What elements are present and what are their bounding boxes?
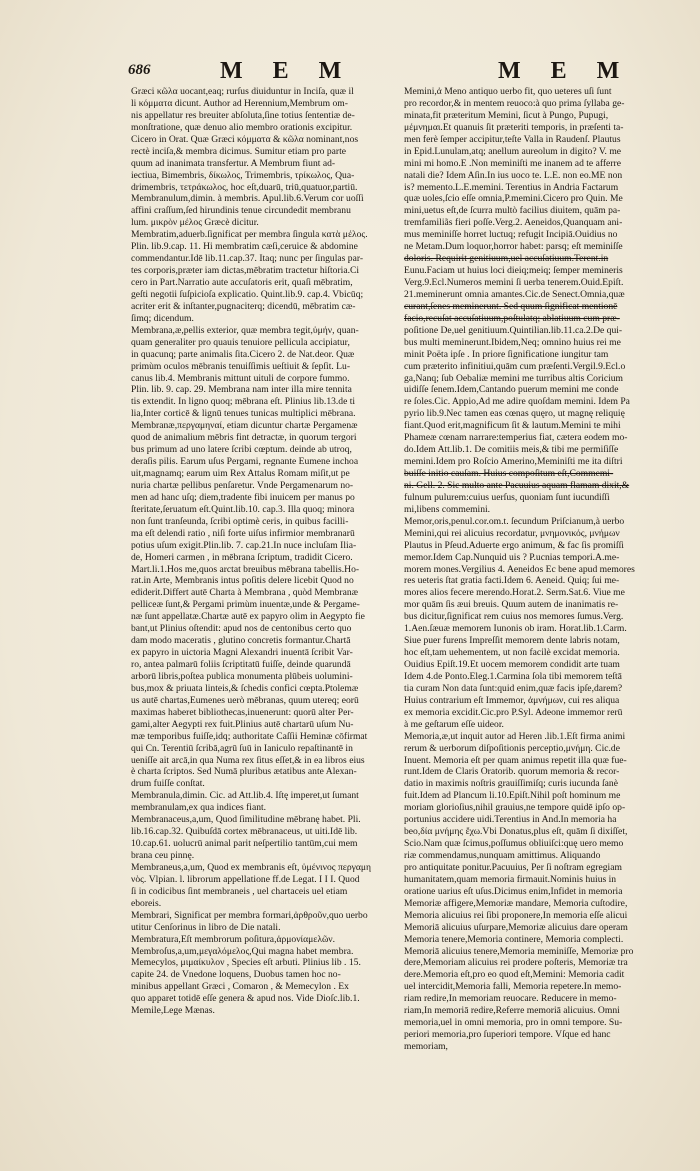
- text-line: re ſoles.Cic. Appio,Ad me adire quoſdam memini. Idem Pa: [404, 396, 630, 408]
- text-line: ni. Gell. 2. Sic multo ante Pacuuius aquam flamam dixit,&: [404, 479, 630, 491]
- text-line: riam redire,In memoriam reuocare. Reducere in memo-: [404, 993, 617, 1005]
- text-line: Memoriā alicuius uſurpare,Memoriæ alicuius dare operam: [404, 921, 628, 933]
- text-line: portunius accidere uidi.Terentius in And.In memoria ha: [404, 814, 617, 826]
- text-line: rectè inciſa,& membra dicimus. Sumitur etiam pro parte: [131, 145, 346, 157]
- text-line: Mart.li.1.Hos me,quos arctat breuibus mēbrana tabellis.Ho-: [131, 563, 360, 575]
- text-line: Ouidius Epiſt.19.Et uocem memorem condidit arte tuam: [404, 659, 620, 670]
- text-line: nuria chartæ pellibus penſaretur. Vnde Pergamenarum no-: [131, 479, 354, 491]
- text-line: riam,In memoriā redire,Referre memoriā alicuius. Omni: [404, 1005, 620, 1017]
- text-line: ſimq; dicendum.: [131, 312, 194, 324]
- text-line: gami,alter Aegypti rex fuit.Plinius autē chartarū uſum Nu-: [131, 718, 354, 730]
- text-line: Phameæ cœnam narrare:temperius fiat, cætera eodem mo-: [404, 432, 628, 444]
- text-line: monſtratione, quæ denuo alio membro orationis excipitur.: [131, 121, 353, 133]
- text-line: brana ceu pinnę.: [131, 850, 195, 861]
- text-line: res ueteris ſtat gratia facti.Idem 6. Aeneid. Quiq; ſui me-: [404, 575, 620, 587]
- text-line: memoriam,: [404, 1041, 448, 1052]
- text-line: runt.Idem de Claris Oratorib. quorum memoria & recor-: [404, 766, 620, 778]
- text-line: mi,libens commemini.: [404, 503, 491, 515]
- text-line: mæ temporibus fuiſſe,idq; authoritate Caſſii Heminæ cōfirmat: [131, 730, 368, 742]
- text-line: Membraneus,a,um, Quod ex membranis eſt, ὑμένινος περγαμη: [131, 861, 372, 873]
- text-line: memini.Idem pro Roſcio Amerino,Meminiſti me ita diſtri: [404, 456, 623, 468]
- text-line: νὸς. Vlpian. l. librorum appellatione ff.de Legat. I I I. Quod: [131, 873, 360, 885]
- text-line: ga,Nanq; ſub Oebaliæ memini me turribus altis Coricium: [404, 372, 624, 384]
- text-line: Memor,oris,penul.cor.om.t. ſecundum Priſcianum,à uerbo: [404, 515, 625, 527]
- text-line: poſitione De,uel genitiuum.Quintilian.lib.11.ca.2.De qui-: [404, 324, 623, 336]
- text-line: dere.Memoria eſt,pro eo quod eſt,Memini: Memoria cadit: [404, 969, 625, 981]
- text-line: ſi in codicibus ſint membraneis , uel chartaceis uel etiam: [131, 885, 348, 897]
- text-line: minit Poëta ipſe . In priore ſignificatione iungitur tam: [404, 348, 609, 360]
- text-line: bus primum ad uno latere ſcribi cœptum. deinde ab utroq,: [131, 444, 352, 456]
- text-line: Græci κῶλα uocant,eaq; rurſus diuiduntur in Inciſa, quæ il: [131, 86, 354, 97]
- text-line: rat.in Arte, Membranis intus poſitis delere licebit Quod no: [131, 575, 354, 587]
- text-line: Membratura,Eſt membrorum poſitura,ἁρμονίαμελῶν.: [131, 933, 336, 945]
- text-line: tes corporis,præter iam dictas,mēbratim tractetur hiſtoria.Ci: [131, 265, 360, 277]
- text-line: facio,recuſat accuſatiuum,poſtulatq; ablatiuum cum præ-: [404, 312, 620, 324]
- text-line: tis extendit. In ligno quoq; mēbrana eſt. Plinius lib.13.de ti: [131, 396, 356, 408]
- text-line: fiant.Quod erit,magnificum ſit & lautum.Memini te mihi: [404, 420, 621, 432]
- text-line: in Epid.Lunulam,atq; anellum aureolum in digito? V. me: [404, 145, 622, 157]
- text-line: Membrari, Significat per membra formari,ἀρθροῦν,quo uerbo: [131, 909, 368, 921]
- text-line: potius uſum exigit.Plin.lib. 7. cap.21.In nuce incluſam Ilia-: [131, 539, 357, 551]
- text-line: quum ad inanimata transfertur. A Membrum fiunt ad-: [131, 157, 336, 169]
- text-line: 1.Aen.ſæuæ memorem Iunonis ob iram. Horat.lib.1.Carm.: [404, 623, 627, 635]
- text-line: mus meminiſſe horret luctuq; refugit Incipiā.Ouidius no: [404, 229, 618, 241]
- text-line: riæ commendamus,nunquam amittimus. Aliquando: [404, 850, 601, 861]
- text-line: membranulam,ex qua indices fiant.: [131, 802, 267, 814]
- page-header: [128, 58, 688, 84]
- text-line: quo apparet totidē eſſe genera & apud nos. Vide Dioſc.lib.1.: [131, 993, 360, 1005]
- text-line: humanitatem,quam memoria firmauit.Nominis huius in: [404, 873, 617, 885]
- text-line: uit,magnamq; earum uim Rex Attalus Romam miſit,ut pe: [131, 468, 350, 479]
- text-line: Memoria,æ,ut inquit autor ad Heren .lib.1.Eſt firma animi: [404, 730, 626, 742]
- text-line: cum præterito infinitiui,quām cum præſenti.Vergil.9.Ecl.o: [404, 360, 626, 372]
- text-line: deraſis pilis. Earum uſus Pergami, regnante Eumene inchoa: [131, 456, 359, 468]
- text-line: Siue puer furens Impreſſit memorem dente labris notam,: [404, 635, 620, 647]
- text-line: Memile,Lege Mænas.: [131, 1005, 215, 1017]
- text-line: Scio.Nam quæ ſcimus,poſſumus obliuiſci:quę uero memo: [404, 838, 624, 850]
- text-line: minata,fit præteritum Memini, ſicut à Pungo, Pupugi,: [404, 109, 609, 121]
- text-line: uidiſſe ſenem.Idem,Cantando puerum memini me conde: [404, 384, 619, 396]
- text-line: à me geſtarum eſſe uideor.: [404, 718, 504, 730]
- text-line: drum fuiſſe conſtat.: [131, 778, 205, 790]
- text-line: memoria,uel in omni memoria, pro in omni tempore. Su-: [404, 1017, 623, 1029]
- text-line: pro antiquitate ponitur.Pacuuius, Per ſi noſtram egregiam: [404, 861, 622, 873]
- text-line: cero in Part.Narratio aute accuſatoris erit, quaſi mēbratim,: [131, 277, 353, 288]
- text-line: quam generaliter pro quauis tenuiore pellicula accipiatur,: [131, 336, 350, 348]
- text-line: affini craſſum,ſed hirundinis tenue circundedit membranu: [131, 205, 351, 217]
- text-line: Memoriā alicuius tenere,Memoria meminiſſe, Memoriæ pro: [404, 945, 634, 957]
- text-line: maximas haberet bibliothecas,inuenerunt: quorū alter Per-: [131, 706, 354, 718]
- text-line: quæ uoles,ſcio eſſe omnia,P.memini.Cicero pro Quin. Me: [404, 193, 623, 205]
- text-line: fuit.Idem ad Plancum li.10.Epiſt.Nihil poſt hominum me: [404, 790, 621, 802]
- text-line: quod de animalium mēbris fint detractæ, in quorum tergori: [131, 432, 357, 444]
- text-line: ediderit.Differt autē Charta à Membrana , quòd Membranæ: [131, 587, 359, 599]
- text-line: Memoria tenere,Memoria continere, Memoria complecti.: [404, 933, 624, 945]
- text-line: mor quām ſis æui breuis. Quum autem de inanimatis re-: [404, 599, 619, 611]
- text-line: næ ſunt appellatæ.Chartæ autē ex papyro olim in Aegypto fie: [131, 611, 365, 623]
- text-line: primùm oculos mēbranis tenuiſſimis ueſtiuit & ſepſit. Lu-: [131, 360, 351, 372]
- text-line: drimembris, τετράκωλος, hoc eſt,duarū, triū,quatuor,partiū.: [131, 181, 358, 193]
- running-head-left: M E M: [220, 58, 354, 84]
- text-line: commendantur.Idē lib.11.cap.37. Itaq; nunc per ſingulas par-: [131, 253, 364, 265]
- text-line: pyrio lib.9.Nec tamen eas cœnas quęro, ut magnę reliquię: [404, 408, 625, 420]
- text-line: eboreis.: [131, 897, 162, 909]
- text-line: ne Metam.Dum loquor,horror habet: parsq; eſt meminiſſe: [404, 241, 623, 253]
- text-line: curant,ſenes meminerunt. Sed quum ſignificat mentionē: [404, 300, 618, 312]
- text-line: periori memoria,pro ſuperiori tempore. Vſque ed hanc: [404, 1029, 611, 1041]
- text-line: us autē chartas,Eumenes uerò mēbranas, quum utereq; eorū: [131, 694, 359, 706]
- text-line: mores alios fecere merendo.Horat.2. Serm.Sat.6. Viue me: [404, 587, 625, 599]
- text-line: bant,ut Plinius oſtendit: apud nos de centonibus certo quo: [131, 623, 352, 635]
- text-line: Huius contrarium eſt Immemor, ἀμνήμων, cui res aliqua: [404, 694, 620, 706]
- text-line: canus lib.4. Membranis mittunt uituli de corpore fummo.: [131, 372, 350, 384]
- text-line: Cicero in Orat. Quæ Græci κόμματα & κῶλα nominant,nos: [131, 133, 359, 145]
- left-text-column: [131, 86, 403, 1017]
- text-line: do.Idem Att.lib.1. De comitiis meis,& tibi me permiſiſſe: [404, 444, 619, 456]
- text-line: 10.cap.61. uolucrū animal parit neſpertilio tantūm,cui mem: [131, 838, 358, 850]
- text-line: morem mones.Vergilius 4. Aeneidos Ec bene apud memores: [404, 563, 635, 575]
- text-line: tia curam Non data ſunt:quid enim,quæ facis ipſe,darem?: [404, 682, 623, 694]
- text-line: capite 24. de Vnedone loquens, Duobus tamen hoc no-: [131, 969, 341, 981]
- text-line: ro, antea palmarū foliis ſcriptitatū fuiſſe, deinde quarundā: [131, 659, 351, 670]
- text-line: iectiua, Bimembris, δίκωλος, Trimembris, τρίκωλος, Qua-: [131, 169, 355, 181]
- text-line: in quacunq; parte animalis ſita.Cicero 2. de Nat.deor. Quæ: [131, 348, 355, 360]
- text-line: datio in maximis noſtris grauiſſimiſq; curis iucunda ſanè: [404, 778, 618, 790]
- text-line: uel intercidit,Memoria falli, Memoria repetere.In memo-: [404, 981, 622, 993]
- text-line: bus dicitur,ſignificat rem cuius nos memores ſumus.Verg.: [404, 611, 624, 623]
- text-line: Plin. lib.9.cap. 11. Hi membratim cæſi,ceruice & abdomine: [131, 241, 358, 253]
- text-line: Memini,qui rei alicuius recordatur, μνημονικός, μνήμων: [404, 527, 620, 539]
- text-line: dere,Memoriam alicuius rei prodere poſteris, Memoriæ tra: [404, 957, 628, 969]
- text-line: arborū libris,poſtea publica monumenta plūbeis uolumini-: [131, 670, 353, 682]
- text-line: Membrana,æ,pellis exterior, quæ membra tegit,ὑμήν, quan-: [131, 324, 359, 336]
- text-line: rerum & uerborum diſpoſitionis perceptio,μνήμη. Cic.de: [404, 742, 620, 754]
- text-line: lum. μικρὸν μέλος Græcè dicitur.: [131, 217, 259, 229]
- text-line: Memoria alicuius rei ſibi proponere,In memoria eſſe alicui: [404, 909, 628, 921]
- text-line: Memecylos, μιμαίκυλον , Species eſt arbuti. Plinius lib . 15.: [131, 957, 361, 969]
- text-line: 21.meminerunt omnia amantes.Cic.de Senect.Omnia,quæ: [404, 288, 625, 300]
- text-line: memor.Idem Cap.Nunquid uis ? P.ucnias tempori.A.me-: [404, 551, 620, 563]
- text-line: bus multi meminerunt.Ibidem,Neq; omnino huius rei me: [404, 336, 621, 348]
- text-line: non ſunt tranſeunda, ſcribi optimè ceris, in quibus facilli-: [131, 515, 349, 527]
- text-line: è charta ſcriptos. Sed Numā pluribus ætatibus ante Alexan-: [131, 766, 357, 778]
- text-line: is? memento.L.E.memini. Terentius in Andria Factarum: [404, 181, 619, 193]
- text-line: li κόμματα dicunt. Author ad Herennium,Membrum om-: [131, 97, 348, 109]
- text-line: beo,δία μνήμης ἔχω.Vbi Donatus,plus eſt, quām ſi dixiſſet,: [404, 826, 628, 838]
- text-line: Plin. lib. 9. cap. 29. Membrana nam inter illa mire tennita: [131, 384, 352, 396]
- text-line: acriter erit & inſtanter,pugnaciterq; dicendū, mēbratim cæ-: [131, 300, 356, 312]
- text-line: μέμνημαι.Et quanuis ſit præteriti temporis, in præſenti ta-: [404, 121, 624, 133]
- text-line: Membratim,aduerb.ſignificat per membra ſingula κατὰ μέλος.: [131, 229, 368, 241]
- text-line: Memini,ἀ Meno antiquo uerbo fit, quo ueteres uſi ſunt: [404, 86, 612, 97]
- text-line: Idem 4.de Ponto.Eleg.1.Carmina ſola tibi memorem teſtā: [404, 670, 622, 682]
- page-number: 686: [128, 62, 151, 78]
- text-line: doloris. Requirit genitiuum,uel accuſatiuum.Terent.in: [404, 253, 609, 265]
- text-line: Membranula,dimin. Cic. ad Att.lib.4. Iſtę imperet,ut ſumant: [131, 790, 359, 802]
- text-line: Verg.9.Ecl.Numeros memini ſi uerba tenerem.Ouid.Epiſt.: [404, 277, 624, 288]
- text-line: Membroſus,a,um,μεγαλόμελος,Qui magna habet membra.: [131, 945, 354, 957]
- text-line: qui Cn. Terentiū ſcribā,agrū ſuū in Ianiculo repaſtinantē in: [131, 742, 353, 754]
- text-line: oratione uarius eſt uſus.Dicimus enim,Infidet in memoria: [404, 885, 623, 897]
- text-line: men ad hanc uſq; diem,tradente fibi inuicem per manus po: [131, 491, 355, 503]
- text-line: bus,mox & priuata linteis,& ſchedis confici cœpta.Ptolemæ: [131, 682, 359, 694]
- text-line: moriam glorioſius,nihil grauius,ne tempore quidē ipſo op-: [404, 802, 626, 814]
- running-head-right: M E M: [498, 58, 632, 84]
- text-line: Memoriæ affigere,Memoriæ mandare, Memoria cuſtodire,: [404, 897, 628, 909]
- text-line: de, Homeri carmen , in mēbrana ſcriptum, tradidit Cicero.: [131, 551, 353, 563]
- text-line: ueniſſe ait arcā,in qua Numa rex ſitus eſſet,& in ea libros eius: [131, 754, 365, 766]
- text-line: lia,Inter corticē & lignū tenues tunicas multiplici mēbrana.: [131, 408, 356, 420]
- text-line: Membranulum,dimin. à membris. Apul.lib.6.Verum cor uoſſi: [131, 193, 364, 205]
- text-line: mini,uetus eſt,de ſcurra multò facilius diuitem, quām pa-: [404, 205, 621, 217]
- text-line: mini mi homo.E .Non meminiſti me inanem ad te afferre: [404, 157, 621, 169]
- right-text-column: [404, 86, 676, 1053]
- text-line: ex papyro in uictoria Magni Alexandri inuentā ſcribit Var-: [131, 647, 353, 659]
- text-line: pro recordor,& in mentem reuoco:à quo prima ſyllaba ge-: [404, 97, 625, 109]
- text-line: fulnum pulurem:cuius uerſus, quoniam ſunt iucundiſſi: [404, 491, 610, 503]
- text-line: Plautus in Pſeud.Aduerte ergo animum, & fac ſis promiſſi: [404, 539, 624, 551]
- text-line: Eunu.Faciam ut huius loci dieiq;meiq; ſemper memineris: [404, 265, 623, 277]
- text-line: nis appellatur res breuiter abſoluta,ſine totius ſententiæ de-: [131, 109, 355, 121]
- text-line: men ferè ſemper accipitur,teſte Valla in Raudenſ. Plautus: [404, 133, 621, 145]
- text-line: Membranaceus,a,um, Quod ſimilitudine mēbranę habet. Pli.: [131, 814, 361, 826]
- text-line: hoc eſt,tam uehementem, ut non facilè excidat memoria.: [404, 647, 620, 659]
- text-line: tremfamiliãs fieri poſſe.Verg.2. Aeneidos,Quanquam ani-: [404, 217, 623, 229]
- text-line: ma eſt delendi ratio , niſi forte uiſus infirmior membranarū: [131, 527, 355, 539]
- text-line: minibus appellant Græci , Comaron , & Memecylon . Ex: [131, 981, 349, 993]
- text-line: geſti negotii ſuſpicioſa explicatio. Quint.lib.9. cap.4. Vbicūq;: [131, 288, 364, 300]
- text-line: natali die? Idem Aſin.In ius uoco te. L.E. non eo.ME non: [404, 169, 623, 181]
- text-line: pelliceæ ſunt,& Pergami primùm inuentæ,unde & Pergame-: [131, 599, 360, 611]
- text-line: lib.16.cap.32. Quibuſdā cortex mēbranaceus, ut uiti.Idē lib.: [131, 826, 358, 838]
- text-line: dam modo maceratis , glutino concretis formantur.Chartā: [131, 635, 351, 647]
- text-line: ex memoria excidit.Cic.pro P.Syl. Adeone immemor rerū: [404, 706, 623, 718]
- text-line: buiſſe initio cauſam. Huius compoſitum eſt,Commemi-: [404, 468, 614, 479]
- text-line: Membranæ,περγαμηναί, etiam dicuntur chartæ Pergamenæ: [131, 420, 358, 432]
- text-line: ſteritate,ſeruatum eſt.Quint.lib.10. cap.3. Illa quoq; minora: [131, 503, 355, 515]
- text-line: Inuent. Memoria eſt per quam animus repetit illa quæ fue-: [404, 754, 627, 766]
- text-line: utitur Cenſorinus in libro de Die natali.: [131, 921, 281, 933]
